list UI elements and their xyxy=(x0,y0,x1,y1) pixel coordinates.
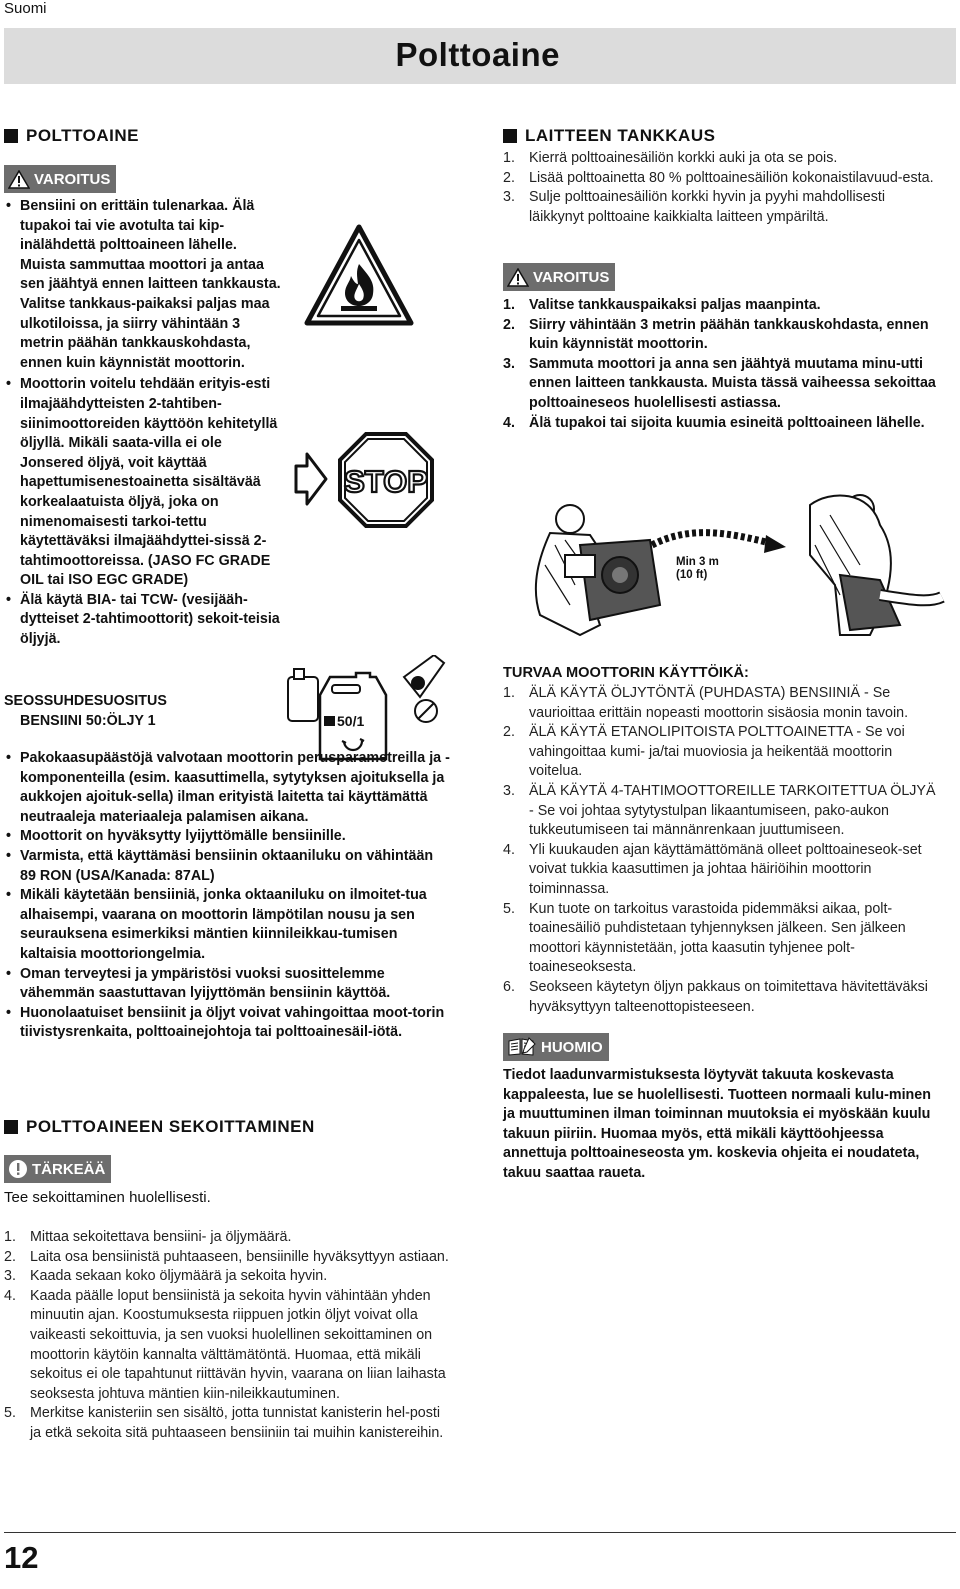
list-item: 2. Siirry vähintään 3 metrin päähän tankkauskohdasta, ennen kuin käynnistät moottorin. xyxy=(503,316,929,353)
important-text: Tee sekoittaminen huolellisesti. xyxy=(4,1189,211,1206)
page-number: 12 xyxy=(4,1540,39,1575)
refueling-distance-illustration xyxy=(520,485,945,650)
list-item: 3. Sammuta moottori ja anna sen jäähtyä muutama minu-utti ennen laitteen tankkausta. Muista tässä vaiheessa sekoittaa polttoaineseos huolellisesti astiassa. xyxy=(503,355,936,411)
list-item: • Moottorit on hyväksytty lyijyttömälle bensiinille. xyxy=(4,827,452,847)
canister-ratio-label: 50/1 xyxy=(324,713,364,729)
list-item: 6. Seokseen käytetyn öljyn pakkaus on toimitettava hävitettäväksi hyväksyttyyn talteenottopisteeseen. xyxy=(503,978,928,1015)
warning-triangle-icon xyxy=(8,170,30,189)
important-badge: TÄRKEÄÄ xyxy=(4,1155,111,1183)
list-item: 5. Merkitse kanisteriin sen sisältö, jotta tunnistat kanisterin hel-posti ja etkä sekoita sitä puhtaaseen bensiiniin tai muihin kanistereihin. xyxy=(4,1405,444,1441)
list-item: 2. ÄLÄ KÄYTÄ ETANOLIPITOISTA POLTTOAINETTA - Se voi vahingoittaa kumi- ja/tai muoviosia ja heikentää moottorin voitelua. xyxy=(503,724,905,780)
section-title-refueling: LAITTEEN TANKKAUS xyxy=(503,126,715,146)
list-item: 1. Mittaa sekoitettava bensiini- ja öljymäärä. xyxy=(4,1229,292,1245)
right-arrow-icon xyxy=(293,450,329,513)
note-badge: HUOMIO xyxy=(503,1033,609,1061)
engine-life-steps xyxy=(503,684,943,1017)
exclamation-circle-icon xyxy=(8,1159,28,1179)
footer-divider xyxy=(4,1532,956,1533)
book-pencil-icon xyxy=(507,1037,537,1057)
note-text: Tiedot laadunvarmistuksesta löytyvät takuuta koskevasta kappaleesta, lue se huolellisesti. Tuotteen normaali kulu-minen ja muuttuminen ilman toiminnan muutoksia ei myöskään kuulu takuun piiriin. Huomaa myös, että mikäli käyttöohjeessa annettuja polttoaineseosta ym. koskevia ohjeita ei noudateta, takuu saattaa raueta. xyxy=(503,1067,931,1181)
list-item: 2. Laita osa bensiinistä puhtaaseen, bensiinille hyväksyttyyn astiaan. xyxy=(4,1248,449,1265)
list-item: • Moottorin voitelu tehdään erityis-esti ilmajäähdytteisten 2-tahtiben-siinimoottoreiden käyttöön kehitetyllä öljyllä. Mikäli saata-villa ei ole Jonsered öljyä, voit käyttää hapettumisenestoainetta sisältävää korkealaatuista öljyä, joka on nimenomaisesti tarkoi-tettu käytettäväksi ilmajäähdyttei-sissä 2-tahtimoottoreissa. (JASO FC GRADE OIL tai ISO EGC GRADE) xyxy=(4,375,286,591)
list-item: • Oman terveytesi ja ympäristösi vuoksi suosittelemme vähemmän saastuttavan lyijyttömän bensiinin käyttöä. xyxy=(4,965,452,1004)
engine-life-title: TURVAA MOOTTORIN KÄYTTÖIKÄ: xyxy=(503,665,749,681)
mix-ratio-heading: SEOSSUHDESUOSITUS xyxy=(4,693,167,709)
list-item: • Bensiini on erittäin tulenarkaa. Älä tupakoi tai vie avotulta tai kip-inälähdettä polttoaineen lähelle. Muista sammuttaa moottori ja antaa sen jäähtyä ennen laitteen tankkausta. Valitse tankkaus-paikaksi paljas maa ulkotiloissa, ja siirry vähintään 3 metrin päähän tankkauskohdasta, ennen kuin käynnistät moottorin. xyxy=(4,197,286,373)
stop-sign-icon xyxy=(338,432,434,533)
warning-badge: VAROITUS xyxy=(4,165,116,193)
title-bar xyxy=(4,28,956,84)
list-item: 4. Yli kuukauden ajan käyttämättömänä olleet polttoaineseok-set voivat tukkia kaasuttimen ja johtaa häiriöihin moottorin toiminnassa. xyxy=(503,841,922,897)
refueling-warning-steps xyxy=(503,296,943,433)
list-item: 1. ÄLÄ KÄYTÄ ÖLJYTÖNTÄ (PUHDASTA) BENSIINIÄ - Se vaurioittaa erittäin nopeasti moottorin sisäosia monin tavoin. xyxy=(503,685,909,721)
svg-text:STOP: STOP xyxy=(344,464,428,499)
list-item: 2. Lisää polttoainetta 80 % polttoainesäiliön kokonaistilavuud-esta. xyxy=(503,169,934,186)
list-item: • Varmista, että käyttämäsi bensiinin oktaaniluku on vähintään 89 RON (USA/Kanada: 87AL) xyxy=(4,847,452,886)
emission-notes-list xyxy=(4,749,452,1043)
section-title-fuel: POLTTOAINE xyxy=(4,126,139,146)
section-title-mixing: POLTTOAINEEN SEKOITTAMINEN xyxy=(4,1117,315,1137)
language-label: Suomi xyxy=(4,0,47,17)
fuel-warning-list xyxy=(4,197,286,650)
list-item: • Huonolaatuiset bensiinit ja öljyt voivat vahingoittaa moot-torin tiivistysrenkaita, polttoainejohtoja tai polttoainesäil-iötä. xyxy=(4,1004,452,1043)
list-item: 3. ÄLÄ KÄYTÄ 4-TAHTIMOOTTOREILLE TARKOITETTUA ÖLJYÄ - Se voi johtaa sytytystulpan likaantumiseen, pako-aukon tukkeutumiseen tai männänrenkaan juuttumiseen. xyxy=(503,782,936,839)
mixing-steps xyxy=(4,1228,452,1444)
warning-badge-right: VAROITUS xyxy=(503,263,615,291)
list-item: • Pakokaasupäästöjä valvotaan moottorin perusparametreilla ja -komponenteilla (esim. kaasuttimella, sytytyksen ajoituksella ja aukkojen ajoituk-sella) ilman erityistä laitetta tai käyttämättä neutraaleja materiaaleja palamisen aikana. xyxy=(4,749,452,827)
list-item: 1. Valitse tankkauspaikaksi paljas maanpinta. xyxy=(503,297,821,313)
flammable-warning-icon xyxy=(303,224,415,333)
refueling-steps xyxy=(503,149,943,227)
list-item: 1. Kierrä polttoainesäiliön korkki auki ja ota se pois. xyxy=(503,150,838,166)
list-item: 5. Kun tuote on tarkoitus varastoida pidemmäksi aikaa, polt-toainesäiliö puhdistetaan tyhjennyksen jälkeen. Sen jälkeen moottori käynnistetään, jotta kaasutin tyhjenee polt-toaineseoksesta. xyxy=(503,900,906,976)
distance-label: Min 3 m (10 ft) xyxy=(676,556,719,581)
warning-triangle-icon xyxy=(507,268,529,287)
mix-ratio-value: BENSIINI 50:ÖLJY 1 xyxy=(20,713,156,729)
list-item: 4. Kaada päälle loput bensiinistä ja sekoita hyvin vähintään yhden minuutin ajan. Koostumuksesta riippuen jotkin öljyt voivat olla vaikeasti sekoittuvia, ja sen vuoksi huolellinen sekoittaminen on moottorin käytöin kannalta välttämätöntä. Huomaa, että mikäli sekoitus ei ole tapahtunut riittävän hyvin, vaarana on liian laihasta seoksesta johtuva mäntien kiin-nileikkautuminen. xyxy=(4,1287,446,1402)
list-item: 3. Kaada sekaan koko öljymäärä ja sekoita hyvin. xyxy=(4,1268,328,1285)
list-item: 4. Älä tupakoi tai sijoita kuumia esineitä polttoaineen lähelle. xyxy=(503,414,925,431)
list-item: • Älä käytä BIA- tai TCW- (vesijääh-dytteiset 2-tahtimoottorit) sekoit-teisia öljyjä. xyxy=(4,591,286,650)
page-title: Polttoaine xyxy=(395,36,560,73)
list-item: • Mikäli käytetään bensiiniä, jonka oktaaniluku on ilmoitet-tua alhaisempi, vaarana on moottorin lämpötilan nousu ja sen seurauksena esimerkiksi mäntien kiinnileikkau-tumisen kaltaisia moottoriongelmia. xyxy=(4,886,452,964)
list-item: 3. Sulje polttoainesäiliön korkki hyvin ja pyyhi mahdollisesti läikkynyt polttoaine kaikkialta laitteen ympäriltä. xyxy=(503,189,886,225)
